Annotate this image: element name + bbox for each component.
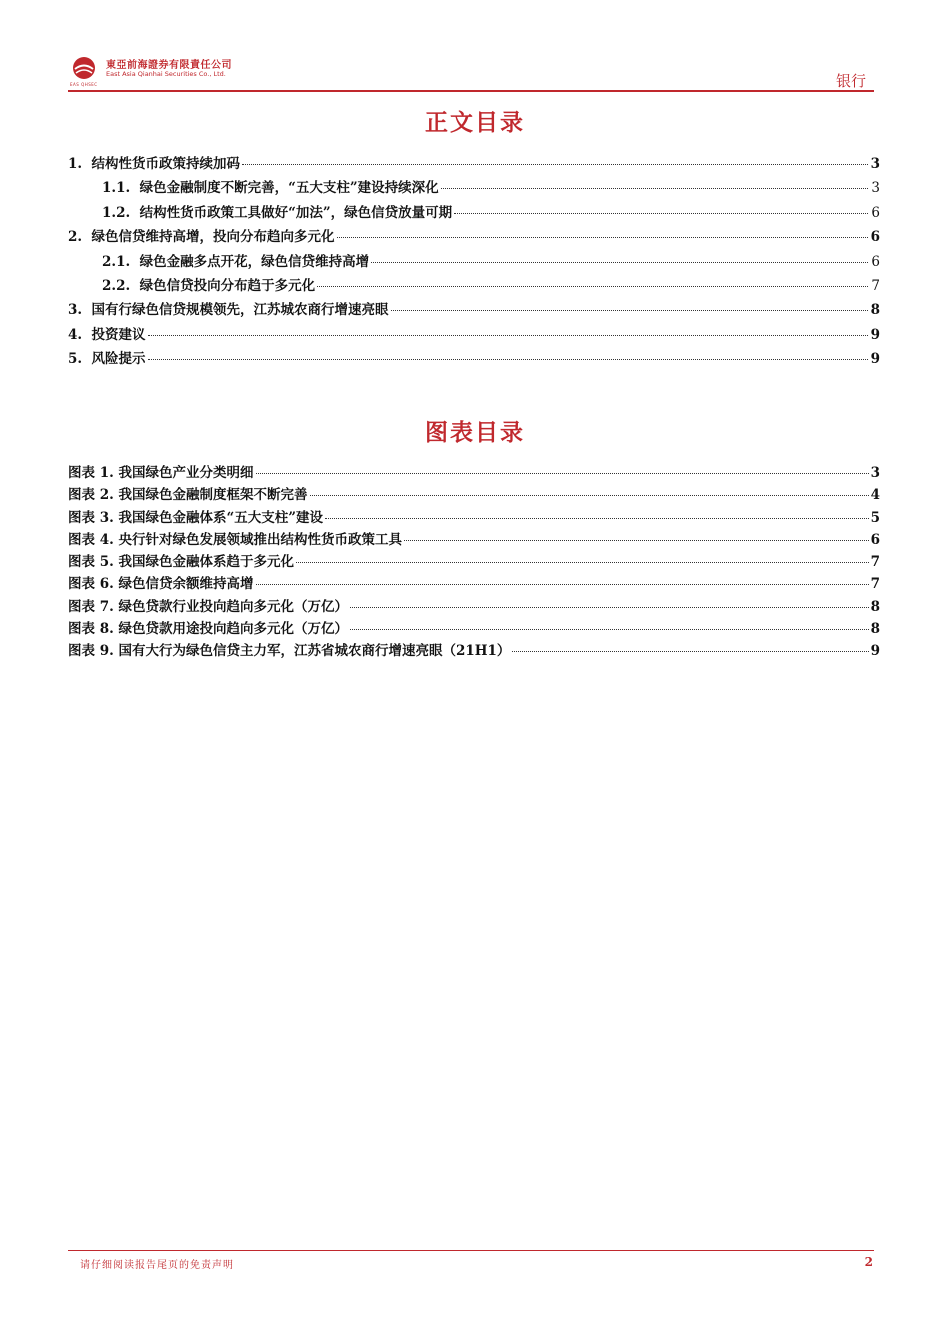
dot-leader (310, 495, 869, 496)
figure-entry[interactable] (68, 483, 880, 505)
toc-entry-page: 9 (870, 326, 880, 343)
figure-entry-text: 图表 6. 绿色信贷余额维持高增 (68, 576, 254, 593)
logo-subtext: EAS QHSEC (70, 82, 98, 87)
figure-entry[interactable] (68, 572, 880, 594)
dot-leader (296, 562, 869, 563)
dot-leader (242, 164, 868, 165)
dot-leader (350, 607, 869, 608)
figure-entry-text: 图表 7. 绿色贷款行业投向趋向多元化（万亿） (68, 598, 348, 615)
dot-leader (454, 213, 868, 214)
toc-entry-text: 绿色信贷投向分布趋于多元化 (139, 277, 316, 294)
figure-entry-page: 6 (870, 531, 880, 548)
header-divider (68, 90, 874, 92)
company-name-cn: 東亞前海證券有限責任公司 (106, 60, 232, 71)
figure-entry-text: 图表 3. 我国绿色金融体系“五大支柱”建设 (68, 509, 324, 526)
figure-entry[interactable] (68, 550, 880, 572)
toc-entry-number: 4. (68, 326, 92, 343)
toc-entry-number: 1.2. (102, 204, 140, 221)
toc-entry-number: 3. (68, 302, 92, 319)
figure-entry-text: 图表 8. 绿色贷款用途投向趋向多元化（万亿） (68, 621, 348, 638)
dot-leader (441, 188, 868, 189)
toc-entry[interactable] (68, 176, 880, 200)
dot-leader (371, 262, 868, 263)
dot-leader (256, 584, 869, 585)
figure-entry-page: 3 (870, 465, 880, 481)
toc-entry[interactable] (68, 274, 880, 298)
figure-entry[interactable] (68, 528, 880, 550)
figure-entry[interactable] (68, 506, 880, 528)
dot-leader (350, 629, 869, 630)
figure-entry-page: 5 (870, 509, 880, 526)
dot-leader (512, 651, 868, 652)
toc-entry-page: 6 (871, 253, 880, 270)
toc-entry-text: 绿色金融多点开花，绿色信贷维持高增 (139, 253, 370, 270)
toc-entry-page: 9 (870, 351, 880, 368)
toc-entry-number: 1.1. (102, 180, 140, 197)
toc-entry[interactable] (68, 225, 880, 249)
toc-entry-text: 风险提示 (91, 351, 146, 368)
toc-entry-page: 3 (871, 180, 880, 197)
toc-entry-number: 2.2. (102, 277, 140, 294)
figure-entry-text: 图表 9. 国有大行为绿色信贷主力军，江苏省城农商行增速亮眼（21H1） (68, 643, 511, 660)
figure-entry[interactable] (68, 461, 880, 483)
dot-leader (337, 237, 869, 238)
figure-entry[interactable] (68, 617, 880, 639)
toc-entry-text: 结构性货币政策工具做好“加法”，绿色信贷放量可期 (139, 204, 453, 221)
dot-leader (317, 286, 868, 287)
figure-entry[interactable] (68, 639, 880, 661)
toc-entry[interactable] (68, 298, 880, 322)
footer-divider (68, 1250, 874, 1251)
toc-entry-number: 1. (68, 156, 92, 172)
footer-disclaimer: 请仔细阅读报告尾页的免责声明 (80, 1260, 234, 1271)
dot-leader (325, 518, 869, 519)
toc-list (68, 152, 880, 372)
figure-entry-page: 8 (870, 598, 880, 615)
company-logo-icon (72, 56, 96, 80)
sector-label: 银行 (835, 72, 866, 90)
figure-entry-text: 图表 1. 我国绿色产业分类明细 (68, 465, 254, 481)
toc-entry-page: 8 (870, 302, 880, 319)
figure-entry-page: 9 (870, 643, 880, 660)
figure-entry-text: 图表 5. 我国绿色金融体系趋于多元化 (68, 554, 294, 571)
figure-entry[interactable] (68, 595, 880, 617)
toc-entry-number: 2.1. (102, 253, 140, 270)
toc-entry[interactable] (68, 152, 880, 176)
company-name-en: East Asia Qianhai Securities Co., Ltd. (106, 70, 226, 78)
page-header (68, 50, 874, 94)
dot-leader (404, 540, 869, 541)
toc-entry-page: 6 (870, 229, 880, 246)
toc-entry-text: 结构性货币政策持续加码 (91, 156, 240, 172)
toc-entry-page: 6 (871, 204, 880, 221)
dot-leader (148, 359, 869, 360)
dot-leader (391, 310, 869, 311)
figures-title: 图表目录 (425, 419, 525, 446)
toc-entry-text: 国有行绿色信贷规模领先，江苏城农商行增速亮眼 (91, 302, 389, 319)
figures-list (68, 461, 880, 662)
figure-entry-text: 图表 4. 央行针对绿色发展领域推出结构性货币政策工具 (68, 531, 402, 548)
toc-entry-text: 投资建议 (91, 326, 146, 343)
figure-entry-page: 7 (870, 576, 880, 593)
figure-entry-page: 4 (870, 487, 880, 504)
dot-leader (148, 335, 869, 336)
page-number: 2 (864, 1255, 873, 1269)
toc-entry-page: 3 (870, 156, 880, 172)
toc-entry[interactable] (68, 201, 880, 225)
toc-title: 正文目录 (425, 109, 525, 136)
toc-entry[interactable] (68, 323, 880, 347)
figure-entry-text: 图表 2. 我国绿色金融制度框架不断完善 (68, 487, 308, 504)
toc-entry[interactable] (68, 347, 880, 371)
toc-entry-number: 5. (68, 351, 92, 368)
toc-entry-text: 绿色金融制度不断完善，“五大支柱”建设持续深化 (139, 180, 439, 197)
toc-entry-text: 绿色信贷维持高增，投向分布趋向多元化 (91, 229, 335, 246)
figure-entry-page: 7 (870, 554, 880, 571)
toc-entry[interactable] (68, 250, 880, 274)
figure-entry-page: 8 (870, 621, 880, 638)
toc-entry-page: 7 (871, 277, 880, 294)
toc-entry-number: 2. (68, 229, 92, 246)
dot-leader (256, 473, 869, 474)
